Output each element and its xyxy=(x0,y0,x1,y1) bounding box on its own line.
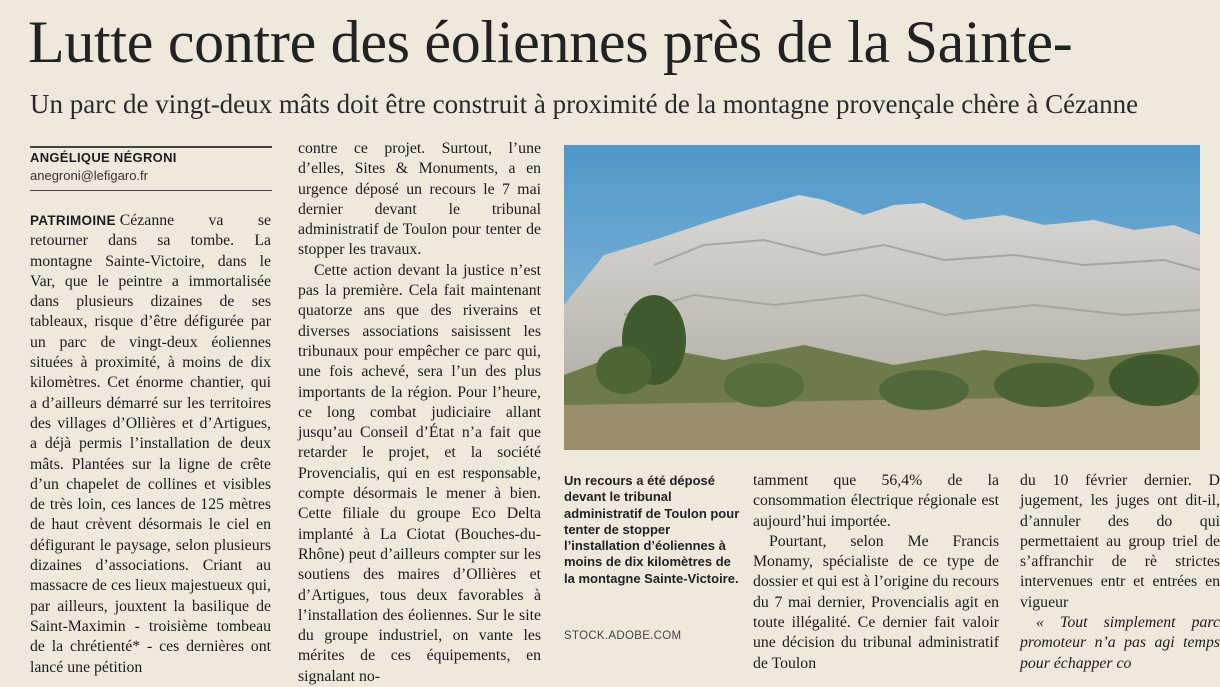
article-column-3 xyxy=(753,471,999,674)
article-paragraph: tamment que 56,4% de la consommation électrique régionale est aujourd’hui importée. xyxy=(753,472,999,530)
article-paragraph: du 10 février dernier. D jugement, les juges ont dit-il, d’annuler des do qui permettaient au group triel de s’affranchir de rè strictes intervenues entr et entrées en vigueur xyxy=(1020,472,1220,611)
headline: Lutte contre des éoliennes près de la Sainte- xyxy=(28,9,1073,75)
article-paragraph: Pourtant, selon Me Francis Monamy, spécialiste de ce type de dossier et qui est à l’origine du recours du 7 mai dernier, Provencialis agit en toute illégalité. Ce dernier fait valoir une décision du tribunal administratif de Toulon xyxy=(753,532,999,672)
photo-caption: Un recours a été déposé devant le tribunal administratif de Toulon pour tenter de stopper l’installation d’éoliennes à moins de dix kilomètres de la montagne Sainte-Victoire. xyxy=(564,473,740,586)
article-column-4 xyxy=(1020,471,1220,674)
article-column-2 xyxy=(298,139,541,687)
article-quote: « Tout simplement parc promoteur n’a pas agi temps pour échapper co xyxy=(1020,614,1220,672)
byline-top-rule xyxy=(30,146,272,148)
photo-credit: STOCK.ADOBE.COM xyxy=(564,630,682,642)
rubric-label: PATRIMOINE xyxy=(30,213,116,228)
author-email[interactable]: anegroni@lefigaro.fr xyxy=(30,168,148,183)
byline-bottom-rule xyxy=(30,190,272,191)
mountain-photo xyxy=(564,145,1200,450)
article-column-1 xyxy=(30,211,271,678)
author-name: ANGÉLIQUE NÉGRONI xyxy=(30,150,177,165)
article-paragraph: Cette action devant la justice n’est pas la première. Cela fait maintenant quatorze ans que des riverains et diverses associations saisissent les tribunaux pour empêcher ce parc qui, une fois achevé, sera l’un des plus importants de la région. Pour l’heure, ce long combat judiciaire allant jusqu’au Conseil d’État n’a fait que retarder le projet, et la société Provencialis, qui en est responsable, compte désormais le mener à bien. Cette filiale du groupe Eco Delta implanté à La Ciotat (Bouches-du-Rhône) peut d’ailleurs compter sur les soutiens des maires d’Ollières et d’Artigues, tous deux favorables à l’installation des éoliennes. Sur le site du groupe industriel, on vante les mérites de ces équipements, en signalant no- xyxy=(298,261,541,685)
subheadline: Un parc de vingt-deux mâts doit être construit à proximité de la montagne provençale chère à Cézanne xyxy=(30,89,1139,119)
article-text-col1: Cézanne va se retourner dans sa tombe. La montagne Sainte-Victoire, dans le Var, que le peintre a immortalisée dans plusieurs dizaines de ses tableaux, risque d’être défigurée par un parc de vingt-deux éoliennes situées à proximité, à moins de dix kilomètres. Cet énorme chantier, qui a d’ailleurs démarré sur les territoires des villages d’Ollières et d’Artigues, a déjà permis l’installation de deux mâts. Plantées sur la ligne de crête d’un chapelet de collines et visibles de très loin, ces lances de 125 mètres de haut crèvent désormais le ciel en défigurant le paysage, selon plusieurs dizaines d’associations. Criant au massacre de ces lieux majestueux qui, par ailleurs, jouxtent la basilique de Saint-Maximin - troisième tombeau de la chrétienté* - ces dernières ont lancé une pétition xyxy=(30,212,271,676)
article-paragraph: contre ce projet. Surtout, l’une d’elles, Sites & Monuments, a en urgence déposé un recours le 7 mai dernier devant le tribunal administratif de Toulon pour tenter de stopper les travaux. xyxy=(298,140,541,259)
